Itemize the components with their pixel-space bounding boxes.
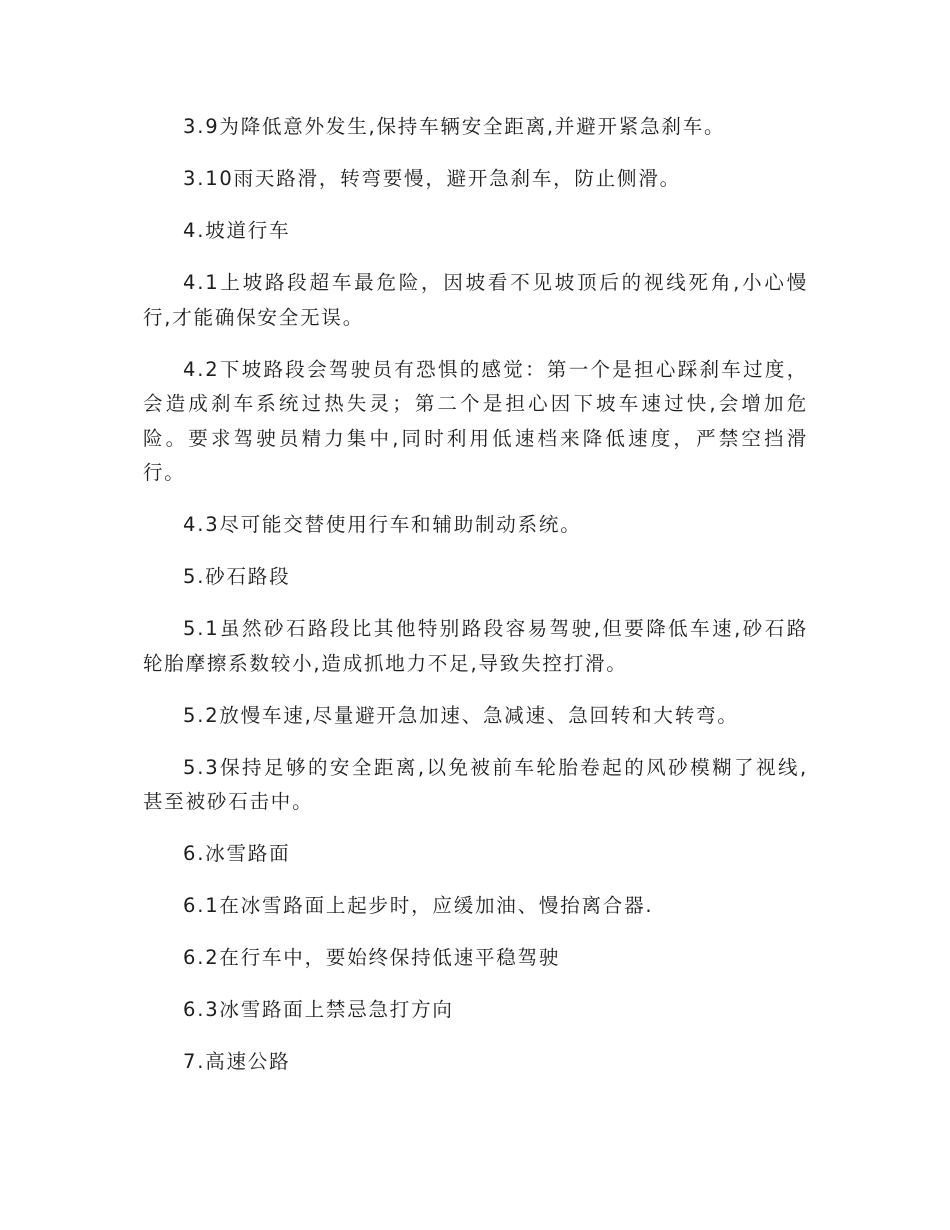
section-heading-7: 7.高速公路: [183, 1050, 291, 1073]
paragraph-3-10: 3.10雨天路滑，转弯要慢，避开急刹车，防止侧滑。: [183, 167, 681, 190]
paragraph-4-2: 4.2下坡路段会驾驶员有恐惧的感觉：第一个是担心踩刹车过度，会造成刹车系统过热失灵；第二个是担心因下坡车速过快,会增加危险。要求驾驶员精力集中,同时利用低速档来降低速度，严禁空挡滑行。: [143, 357, 808, 484]
paragraph-3-9: 3.9为降低意外发生,保持车辆安全距离,并避开紧急刹车。: [183, 115, 726, 138]
section-heading-4: 4.坡道行车: [183, 219, 291, 242]
paragraph-5-1: 5.1虽然砂石路段比其他特别路段容易驾驶,但要降低车速,砂石路轮胎摩擦系数较小,造成抓地力不足,导致失控打滑。: [143, 617, 808, 675]
section-heading-6: 6.冰雪路面: [183, 842, 291, 865]
document-body: [143, 110, 808, 1097]
section-heading-5: 5.砂石路段: [183, 565, 291, 588]
paragraph-6-1: 6.1在冰雪路面上起步时，应缓加油、慢抬离合器.: [183, 894, 654, 917]
paragraph-4-3: 4.3尽可能交替使用行车和辅助制动系统。: [183, 513, 582, 536]
paragraph-5-3: 5.3保持足够的安全距离,以免被前车轮胎卷起的风砂模糊了视线,甚至被砂石击中。: [143, 755, 808, 813]
paragraph-6-2: 6.2在行车中，要始终保持低速平稳驾驶: [183, 946, 561, 969]
paragraph-4-1: 4.1上坡路段超车最危险，因坡看不见坡顶后的视线死角,小心慢行,才能确保安全无误。: [143, 271, 808, 329]
paragraph-6-3: 6.3冰雪路面上禁忌急打方向: [183, 998, 454, 1021]
paragraph-5-2: 5.2放慢车速,尽量避开急加速、急减速、急回转和大转弯。: [183, 703, 739, 727]
